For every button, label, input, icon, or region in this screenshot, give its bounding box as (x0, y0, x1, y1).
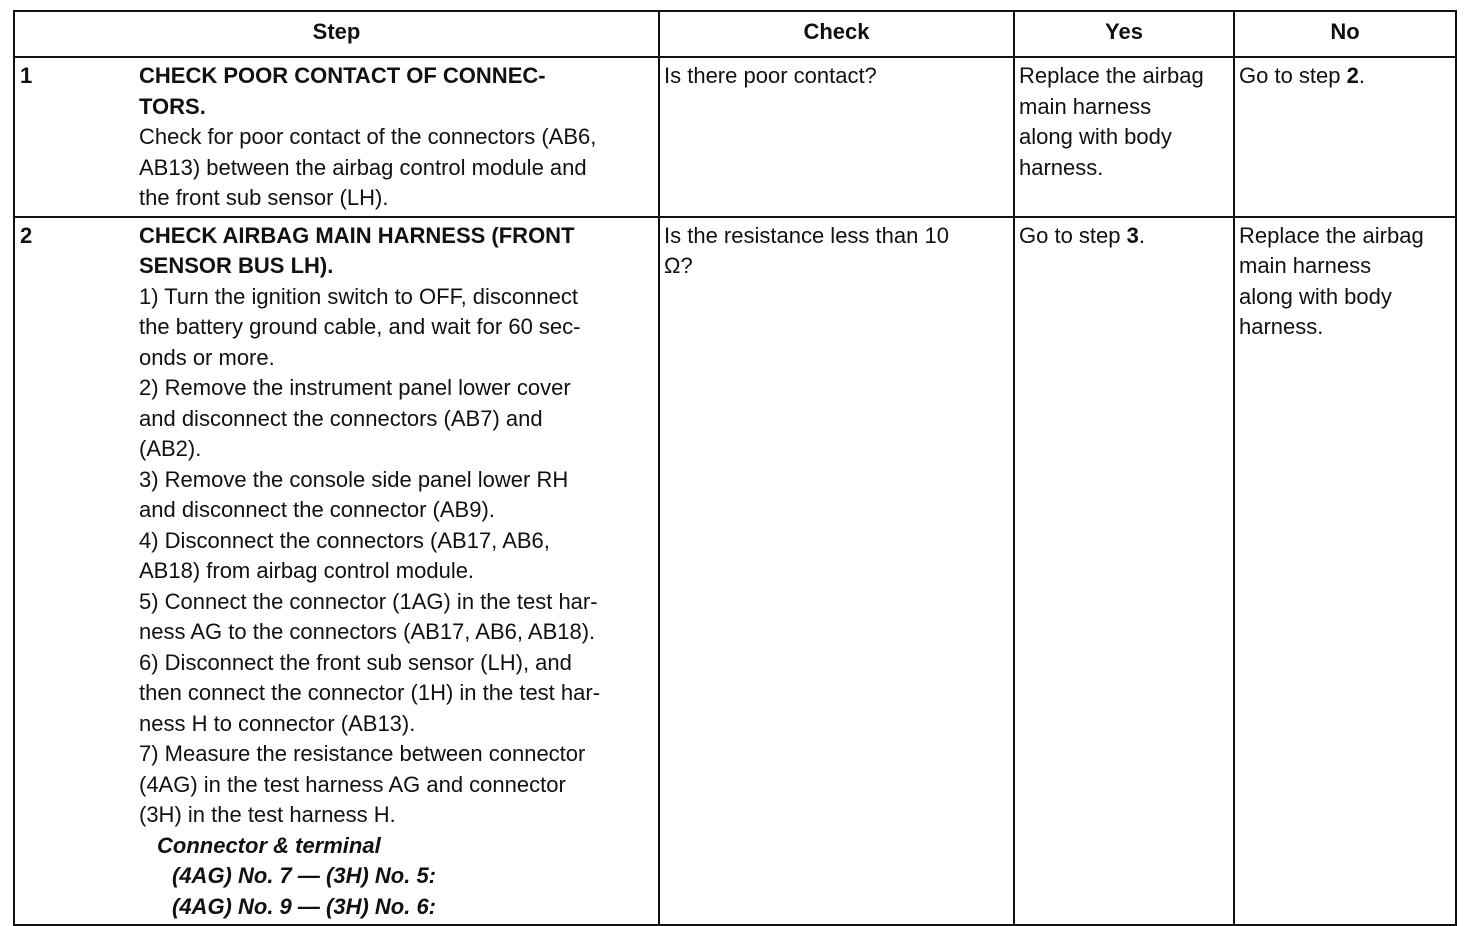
step-text-line: and disconnect the connector (AB9). (139, 497, 495, 522)
step-text-line: 4) Disconnect the connectors (AB17, AB6, (139, 527, 550, 553)
step-text-line: and disconnect the connectors (AB7) and (139, 405, 543, 431)
table-row (14, 217, 1456, 926)
step-text-line: (AB2). (139, 436, 202, 461)
step-text-line: the front sub sensor (LH). (139, 185, 389, 210)
goto-suffix: . (1138, 222, 1145, 248)
step-title-line: SENSOR BUS LH). (139, 253, 334, 278)
no-text-line: along with body (1239, 283, 1392, 309)
no-cell (1234, 217, 1456, 926)
step-number: 1 (20, 63, 33, 88)
header-check: Check (659, 11, 1014, 57)
step-text-line: 2) Remove the instrument panel lower cover (139, 375, 571, 400)
step-title-line: CHECK AIRBAG MAIN HARNESS (FRONT (139, 222, 575, 248)
step-cell (14, 57, 659, 217)
header-yes: Yes (1014, 11, 1234, 57)
step-text-line: ness AG to the connectors (AB17, AB6, AB18). (139, 619, 596, 644)
yes-cell (1014, 57, 1234, 217)
spec-value: (4AG) No. 7 — (3H) No. 5: (172, 863, 437, 888)
check-text: Is there poor contact? (664, 63, 877, 88)
step-text-line: AB18) from airbag control module. (139, 558, 475, 583)
step-text-line: AB13) between the airbag control module and (139, 154, 587, 180)
step-reference-link[interactable]: 3 (1126, 222, 1139, 248)
step-title-line: CHECK POOR CONTACT OF CONNEC- (139, 63, 546, 88)
header-no: No (1234, 11, 1456, 57)
no-text-line: harness. (1239, 314, 1324, 339)
goto-text: Go to step (1239, 63, 1347, 88)
step-text-line: 5) Connect the connector (1AG) in the test har- (139, 588, 598, 614)
goto-suffix: . (1358, 63, 1365, 88)
step-cell (14, 217, 659, 926)
table-row (14, 57, 1456, 217)
no-text-line: main harness (1239, 253, 1372, 278)
check-cell (659, 217, 1014, 926)
yes-text-line: along with body (1019, 124, 1172, 149)
spec-value: (4AG) No. 9 — (3H) No. 6: (172, 893, 437, 919)
table-header-row (14, 11, 1456, 57)
no-cell (1234, 57, 1456, 217)
step-text-line: the battery ground cable, and wait for 60 sec- (139, 314, 581, 339)
step-text-line: Check for poor contact of the connectors (AB6, (139, 124, 597, 149)
step-text-line: onds or more. (139, 344, 275, 370)
header-step: Step (14, 11, 659, 57)
yes-text-line: main harness (1019, 93, 1152, 119)
step-body (139, 221, 654, 923)
yes-text-line: harness. (1019, 154, 1104, 180)
yes-text-line: Replace the airbag (1019, 63, 1204, 88)
step-number: 2 (20, 222, 33, 248)
diagnostic-procedure-table (13, 10, 1457, 926)
check-text-line: Ω? (664, 253, 693, 278)
no-text (1239, 61, 1451, 92)
step-reference-link[interactable]: 2 (1346, 63, 1359, 88)
step-text-line: (3H) in the test harness H. (139, 802, 396, 827)
yes-text (1019, 221, 1229, 252)
yes-cell (1014, 217, 1234, 926)
check-text-line: Is the resistance less than 10 (664, 222, 949, 248)
step-text-line: 3) Remove the console side panel lower RH (139, 466, 569, 492)
step-body (139, 61, 654, 214)
no-text-line: Replace the airbag (1239, 222, 1424, 248)
step-text-line: 7) Measure the resistance between connector (139, 741, 586, 766)
step-text-line: 1) Turn the ignition switch to OFF, disconnect (139, 283, 578, 309)
step-title-line: TORS. (139, 93, 206, 119)
check-cell (659, 57, 1014, 217)
step-text-line: 6) Disconnect the front sub sensor (LH), and (139, 649, 572, 675)
step-text-line: then connect the connector (1H) in the test har- (139, 680, 601, 705)
goto-text: Go to step (1019, 222, 1127, 248)
step-text-line: ness H to connector (AB13). (139, 710, 416, 736)
spec-label: Connector & terminal (157, 832, 381, 858)
step-text-line: (4AG) in the test harness AG and connector (139, 771, 566, 797)
